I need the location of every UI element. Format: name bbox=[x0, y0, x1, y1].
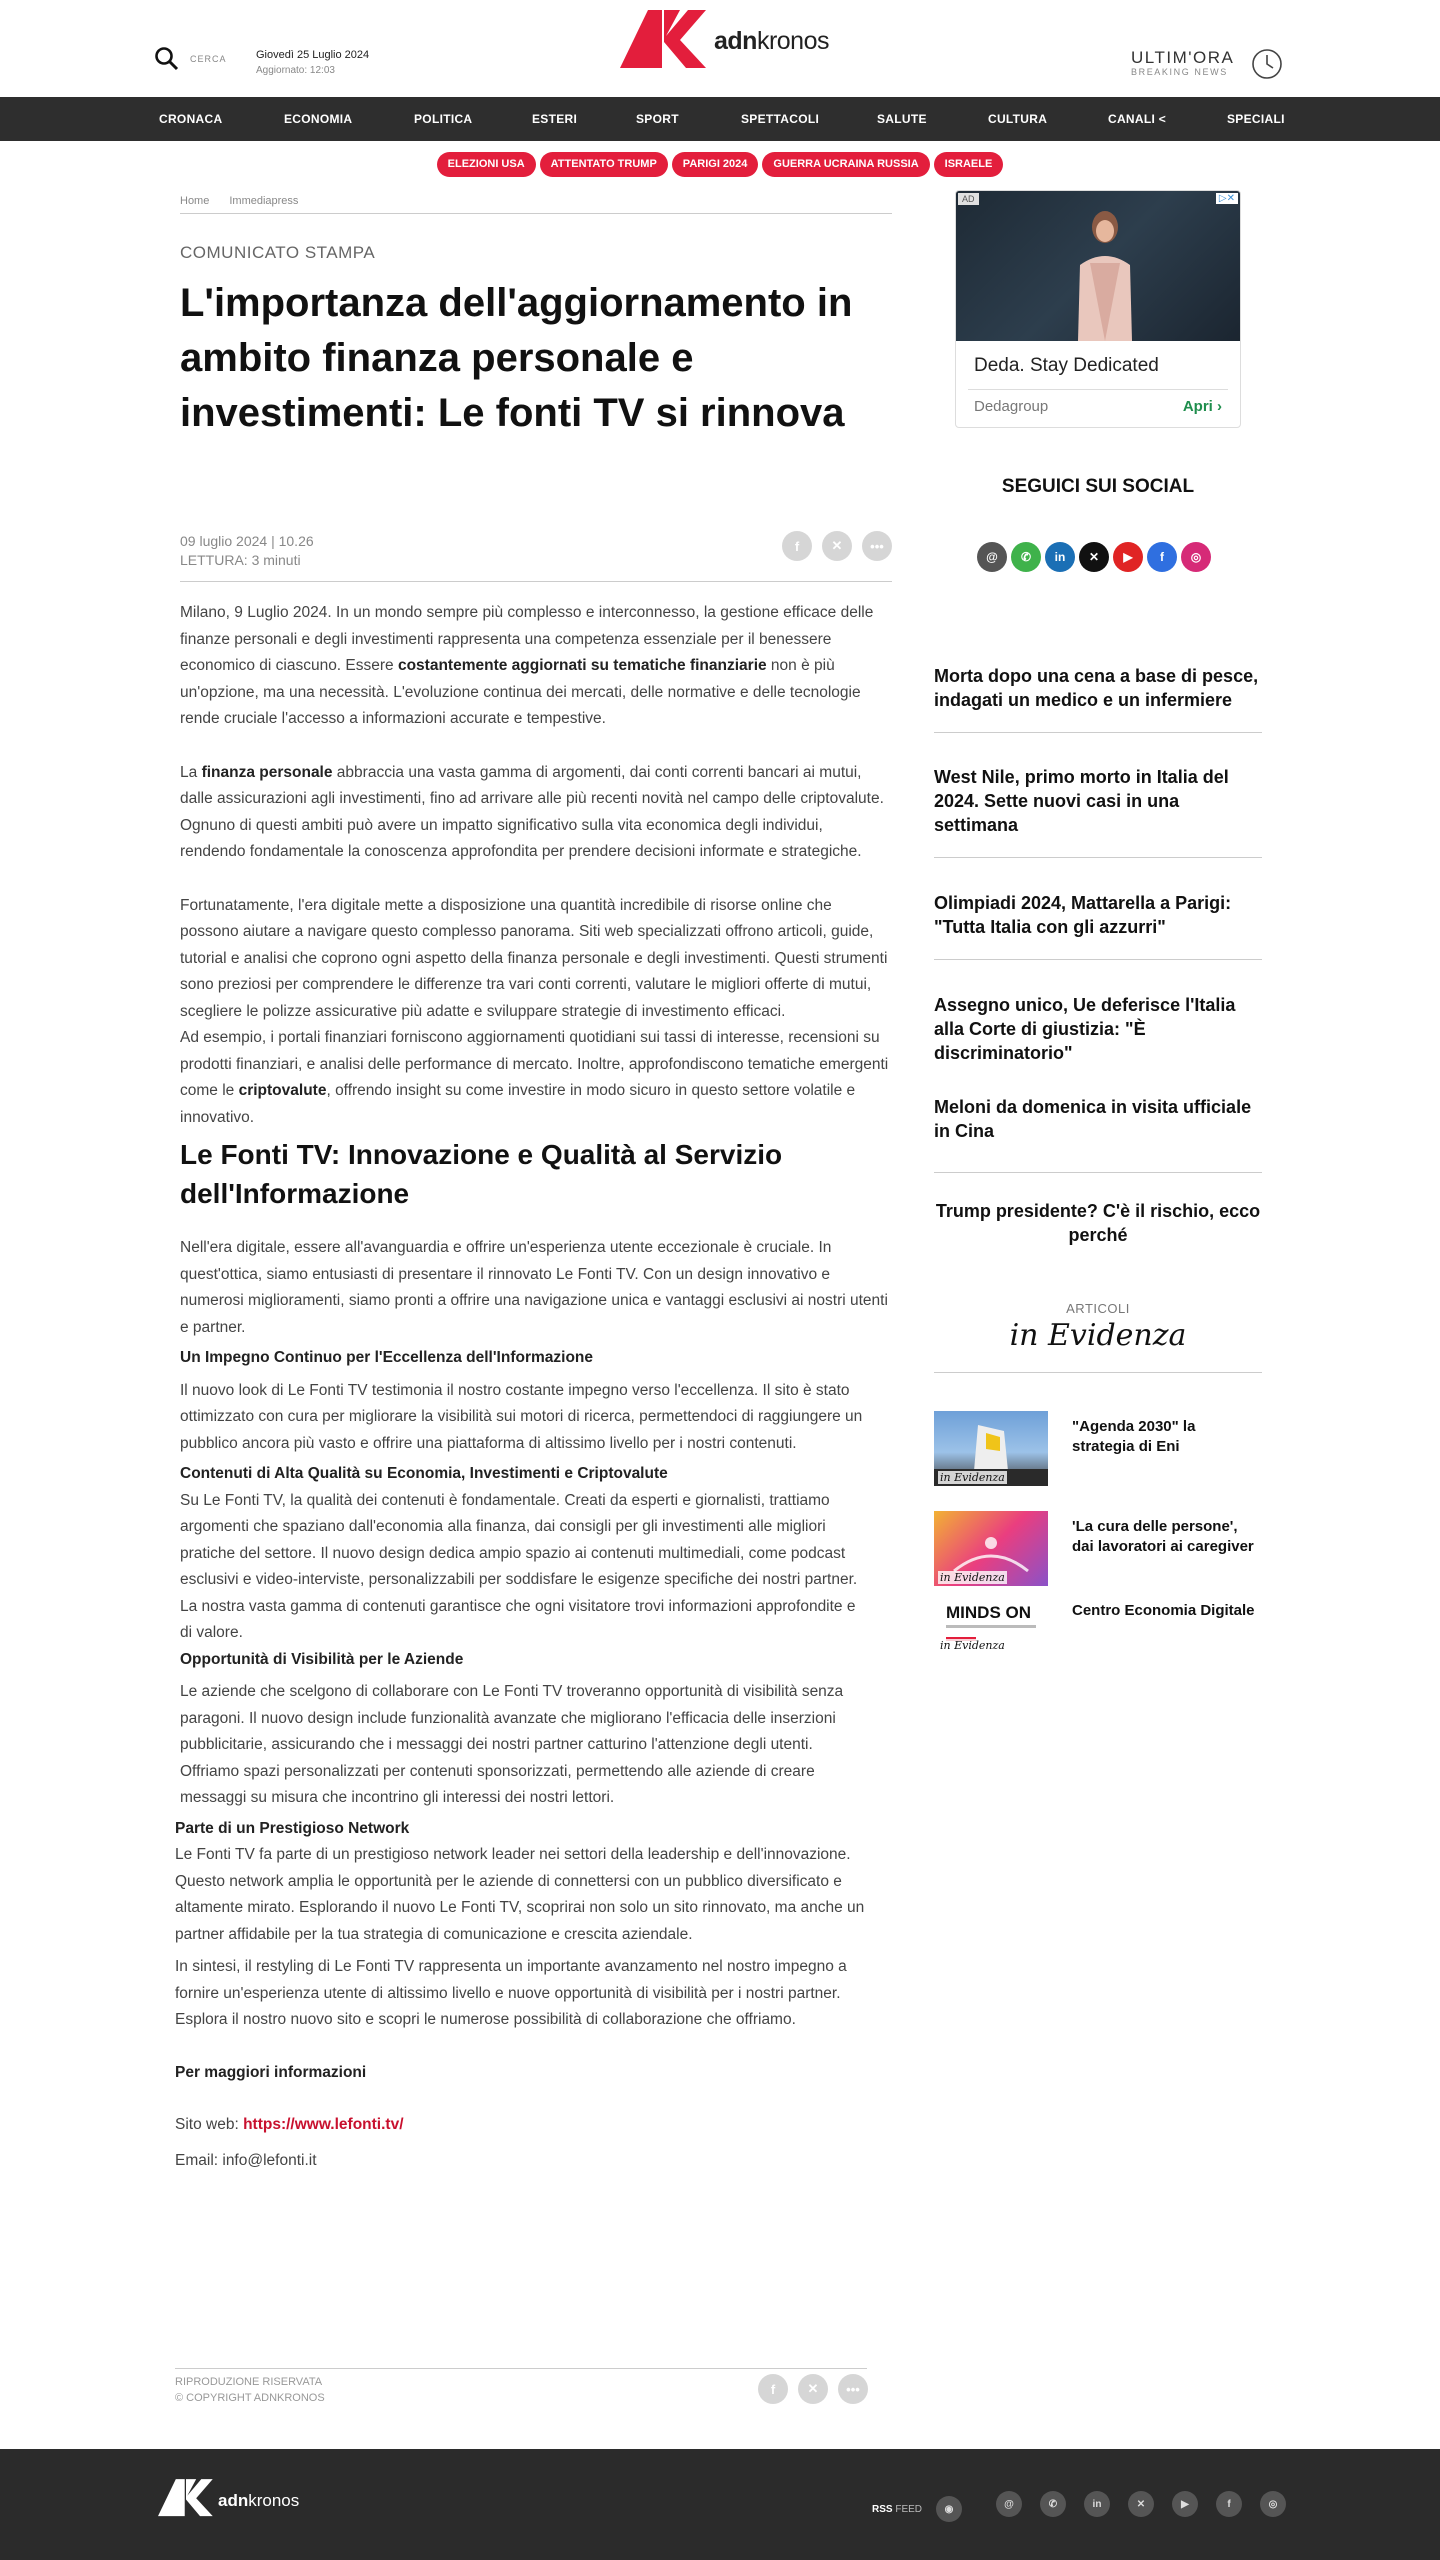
x-icon[interactable]: ✕ bbox=[1128, 2491, 1154, 2517]
evidenza-item-title: Centro Economia Digitale bbox=[1072, 1602, 1255, 1619]
decoration bbox=[946, 1625, 1036, 1628]
social-links bbox=[977, 542, 1211, 572]
evidenza-badge: in Evidenza bbox=[940, 1571, 1005, 1584]
rss-feed-link[interactable] bbox=[872, 2496, 962, 2522]
current-date: Giovedì 25 Luglio 2024 bbox=[256, 49, 370, 61]
article-body bbox=[175, 600, 900, 2174]
subheading: Un Impegno Continuo per l'Eccellenza dell'Informazione bbox=[180, 1349, 593, 1366]
section-heading: Le Fonti TV: Innovazione e Qualità al Servizio dell'Informazione bbox=[180, 1139, 783, 1209]
main-nav bbox=[0, 97, 1440, 141]
more-share-icon[interactable]: ••• bbox=[838, 2374, 868, 2404]
logo-text-bold: adn bbox=[714, 27, 757, 55]
paragraph: Nell'era digitale, essere all'avanguardia e offrire un'esperienza utente eccezionale è cruciale. In quest'ottica, siamo entusiasti di presentare il rinnovato Le Fonti TV. Con un design innovativo e numerosi miglioramenti, siamo pronti a offrire una navigazione unica e vantaggi esclusivi ai nostri utenti e partner. bbox=[180, 1239, 888, 1336]
eni-thumbnail bbox=[934, 1411, 1048, 1486]
tag-guerra-ucraina-russia[interactable]: GUERRA UCRAINA RUSSIA bbox=[762, 152, 929, 177]
ad-source: Dedagroup bbox=[974, 398, 1049, 415]
evidenza-item-title: "Agenda 2030" la strategia di Eni bbox=[1072, 1418, 1196, 1455]
youtube-icon[interactable]: ▶ bbox=[1172, 2491, 1198, 2517]
featured-news-item[interactable]: Trump presidente? C'è il rischio, ecco perché bbox=[935, 1201, 1261, 1245]
news-item[interactable]: Assegno unico, Ue deferisce l'Italia alla Corte di giustizia: "È discriminatorio" bbox=[934, 995, 1236, 1063]
divider bbox=[180, 213, 892, 214]
website-link[interactable]: https://www.lefonti.tv/ bbox=[243, 2116, 404, 2133]
rights-reserved: RIPRODUZIONE RISERVATA bbox=[175, 2376, 323, 2388]
instagram-icon[interactable]: ◎ bbox=[1181, 542, 1211, 572]
more-share-icon[interactable]: ••• bbox=[862, 531, 892, 561]
rss-icon: ◉ bbox=[936, 2496, 962, 2522]
ultim-ora-link[interactable] bbox=[1131, 50, 1234, 80]
clock-icon[interactable] bbox=[1251, 48, 1283, 80]
logo-text-rest: kronos bbox=[248, 2491, 300, 2510]
logo-text bbox=[714, 27, 829, 56]
evidenza-item[interactable] bbox=[934, 1511, 1262, 1586]
caregiver-thumbnail bbox=[934, 1511, 1048, 1586]
adnkronos-logo-icon bbox=[158, 2477, 214, 2517]
threads-icon[interactable]: @ bbox=[996, 2491, 1022, 2517]
website-line bbox=[175, 2112, 900, 2139]
whatsapp-icon[interactable]: ✆ bbox=[1011, 542, 1041, 572]
nav-item-cultura[interactable]: CULTURA bbox=[988, 112, 1048, 126]
linkedin-icon[interactable]: in bbox=[1084, 2491, 1110, 2517]
breadcrumb-home[interactable]: Home bbox=[180, 195, 210, 207]
paragraph: In sintesi, il restyling di Le Fonti TV rappresenta un importante avanzamento nel nostro impegno a fornire un'esperienza utente di altissimo livello e nuove opportunità di visibilità per i nostri partner. Esplora il nostro nuovo sito e scopri le numerose possibilità di collaborazione che offriamo. bbox=[175, 1958, 847, 2028]
footer-logo-text bbox=[218, 2491, 299, 2511]
article-title: L'importanza dell'aggiornamento in ambito finanza personale e investimenti: Le fonti TV si rinnova bbox=[180, 281, 853, 435]
threads-icon[interactable]: @ bbox=[977, 542, 1007, 572]
evidenza-item[interactable] bbox=[934, 1595, 1262, 1670]
evidenza-item[interactable] bbox=[934, 1411, 1262, 1486]
logo-text-bold: adn bbox=[218, 2491, 249, 2510]
ad-footer bbox=[968, 389, 1228, 423]
text: , offrendo insight su come investire in modo sicuro in questo settore volatile e innovativo. bbox=[180, 1082, 856, 1126]
breadcrumb bbox=[180, 195, 298, 207]
paragraph: Fortunatamente, l'era digitale mette a disposizione una quantità incredibile di risorse online che possono aiutare a navigare questo complesso panorama. Siti web specializzati offrono articoli, guide, tutorial e analisi che coprono ogni aspetto della finanza personale e degli investimenti. Questi strumenti sono preziosi per comprendere le differenze tra vari conti correnti, valutare le migliori offerte di mutui, scegliere le polizze assicurative più adatte e sviluppare strategie di investimento efficaci. bbox=[180, 896, 888, 1020]
copyright-notice bbox=[175, 2374, 325, 2406]
evidenza-badge: in Evidenza bbox=[940, 1639, 1005, 1652]
text: Milano, 9 Luglio 2024. In un mondo sempre più complesso e interconnesso, la gestione efficace delle finanze personali e degli investimenti rappresenta una competenza essenziale per il benessere economico di ciascuno. Essere bbox=[180, 604, 874, 674]
footer-social-links bbox=[996, 2491, 1286, 2517]
logo-text-rest: kronos bbox=[756, 27, 829, 55]
paragraph: Su Le Fonti TV, la qualità dei contenuti è fondamentale. Creati da esperti e giornalisti, trattiamo argomenti che spaziano dall'economia alla finanza, dai consigli per gli investimenti alle migliori pratiche del settore. Il nuovo design dedica ampio spazio ai contenuti multimediali, come podcast esclusivi e video-interviste, personalizzabili per soddisfare le esigenze specifiche dei nostri partner. La nostra vasta gamma di contenuti garantisce che ogni visitatore trovi informazioni approfondite e di valore. bbox=[180, 1491, 858, 1641]
search-label: CERCA bbox=[190, 54, 227, 64]
nav-item-sport[interactable]: SPORT bbox=[636, 112, 679, 126]
social-title: SEGUICI SUI SOCIAL bbox=[1001, 476, 1195, 497]
nav-item-spettacoli[interactable]: SPETTACOLI bbox=[741, 112, 820, 126]
hot-topics bbox=[0, 152, 1440, 177]
woman-portrait-image bbox=[1070, 203, 1140, 341]
ultim-ora-title: ULTIM'ORA bbox=[1131, 48, 1235, 67]
ad-open-button[interactable] bbox=[1183, 398, 1222, 415]
divider bbox=[180, 581, 892, 582]
more-info-heading: Per maggiori informazioni bbox=[175, 2063, 367, 2081]
article-date: 09 luglio 2024 | 10.26 bbox=[180, 533, 314, 549]
divider bbox=[934, 959, 1262, 960]
news-item[interactable]: West Nile, primo morto in Italia del 2024. Sette nuovi casi in una settimana bbox=[934, 767, 1229, 835]
linkedin-icon[interactable]: in bbox=[1045, 542, 1075, 572]
minds-on-logo: MINDS ON bbox=[946, 1603, 1031, 1622]
bold-text: costantemente aggiornati su tematiche finanziarie bbox=[397, 657, 767, 674]
news-item[interactable]: Olimpiadi 2024, Mattarella a Parigi: "Tutta Italia con gli azzurri" bbox=[934, 893, 1232, 937]
copyright-text: © COPYRIGHT ADNKRONOS bbox=[175, 2392, 325, 2404]
site-header bbox=[0, 0, 1440, 97]
feed-text: FEED bbox=[895, 2503, 923, 2515]
paragraph bbox=[180, 600, 892, 733]
whatsapp-icon[interactable]: ✆ bbox=[1040, 2491, 1066, 2517]
article-kicker: COMUNICATO STAMPA bbox=[180, 243, 376, 262]
text: Ad esempio, i portali finanziari forniscono aggiornamenti quotidiani sui tassi di interesse, recensioni su prodotti finanziari, e analisi delle performance di mercato. Inoltre, approfondiscono tematiche emergenti come le bbox=[180, 1029, 889, 1099]
subheading: Opportunità di Visibilità per le Aziende bbox=[180, 1650, 464, 1668]
article-meta bbox=[180, 532, 314, 570]
text: abbraccia una vasta gamma di argomenti, dai conti correnti bancari ai mutui, dalle assicurazioni agli investimenti, fino ad arrivare alle più recenti novità nel campo delle criptovalute. Ognuno di questi ambiti può avere un impatto significativo sulla vita economica degli individui, rendendo fondamentale la conoscenza approfondita per prendere decisioni informate e strategiche. bbox=[180, 763, 884, 860]
nav-item-speciali[interactable]: SPECIALI bbox=[1227, 112, 1285, 126]
divider bbox=[175, 2368, 867, 2369]
tag-attentato-trump[interactable]: ATTENTATO TRUMP bbox=[540, 152, 668, 177]
website-label: Sito web: bbox=[175, 2116, 244, 2133]
search-button[interactable] bbox=[154, 46, 227, 72]
ad-label: AD bbox=[958, 193, 979, 205]
paragraph bbox=[180, 1025, 892, 1131]
news-item[interactable]: Meloni da domenica in visita ufficiale in Cina bbox=[934, 1097, 1252, 1141]
subheading: Contenuti di Alta Qualità su Economia, Investimenti e Criptovalute bbox=[180, 1465, 668, 1482]
nav-item-economia[interactable]: ECONOMIA bbox=[284, 112, 353, 126]
evidenza-kicker: ARTICOLI bbox=[1066, 1301, 1130, 1316]
bold-text: criptovalute bbox=[238, 1082, 327, 1099]
nav-item-salute[interactable]: SALUTE bbox=[877, 112, 927, 126]
paragraph: Le aziende che scelgono di collaborare con Le Fonti TV troveranno opportunità di visibilità senza paragoni. Il nuovo design include funzionalità avanzate che migliorano l'efficacia delle inserzioni pubblicitarie, assicurando che i messaggi dei nostri partner catturino l'attenzione degli utenti. Offriamo spazi personalizzati per contenuti sponsorizzati, permettendo alle aziende di creare messaggi su misura che incontrino gli interessi dei nostri lettori. bbox=[180, 1683, 844, 1806]
minds-on-thumbnail bbox=[934, 1595, 1048, 1670]
nav-item-canali[interactable]: CANALI < bbox=[1108, 112, 1167, 126]
divider bbox=[934, 857, 1262, 858]
rss-text: RSS bbox=[872, 2503, 893, 2515]
footer-logo[interactable] bbox=[158, 2477, 299, 2517]
updated-time: Aggiornato: 12:03 bbox=[256, 65, 335, 76]
paragraph: Le Fonti TV fa parte di un prestigioso network leader nei settori della leadership e dell'innovazione. Questo network amplia le opportunità per le aziende di connettersi con un pubblico diversificato e altamente mirato. Esplorando il nuovo Le Fonti TV, scoprirai non solo un sito rinnovato, ma anche un partner affidabile per la tua strategia di comunicazione e crescita aziendale. bbox=[175, 1846, 865, 1943]
rss-label bbox=[872, 2504, 922, 2515]
ad-open-label: Apri bbox=[1182, 398, 1213, 415]
subheading: Parte di un Prestigioso Network bbox=[175, 1819, 410, 1837]
share-bar-bottom bbox=[758, 2374, 868, 2404]
evidenza-badge: in Evidenza bbox=[940, 1471, 1005, 1484]
x-icon[interactable]: ✕ bbox=[1079, 542, 1109, 572]
text: La bbox=[180, 763, 202, 781]
bold-text: finanza personale bbox=[201, 763, 333, 781]
paragraph: Il nuovo look di Le Fonti TV testimonia il nostro costante impegno verso l'eccellenza. Il sito è stato ottimizzato con cura per migliorare la visibilità sui motori di ricerca, permettendoci di raggiungere un pubblico ancora più vasto e offrire una piattaforma di altissimo livello per i nostri contenuti. bbox=[180, 1381, 863, 1452]
ad-headline: Deda. Stay Dedicated bbox=[974, 355, 1159, 376]
adnkronos-logo-icon bbox=[620, 8, 708, 68]
tag-elezioni-usa[interactable]: ELEZIONI USA bbox=[437, 152, 536, 177]
facebook-share-icon[interactable]: f bbox=[782, 531, 812, 561]
news-item[interactable]: Morta dopo una cena a base di pesce, indagati un medico e un infermiere bbox=[934, 666, 1259, 710]
evidenza-title: in Evidenza bbox=[1009, 1318, 1187, 1353]
divider bbox=[934, 1372, 1262, 1373]
youtube-icon[interactable]: ▶ bbox=[1113, 542, 1143, 572]
x-share-icon[interactable]: ✕ bbox=[822, 531, 852, 561]
x-share-icon[interactable]: ✕ bbox=[798, 2374, 828, 2404]
facebook-icon[interactable]: f bbox=[1216, 2491, 1242, 2517]
nav-item-esteri[interactable]: ESTERI bbox=[532, 112, 578, 126]
facebook-icon[interactable]: f bbox=[1147, 542, 1177, 572]
nav-item-cronaca[interactable]: CRONACA bbox=[159, 112, 223, 126]
text: non è più un'opzione, ma una necessità. L'evoluzione continua dei mercati, delle normative e delle tecnologie rende cruciale l'accesso a informazioni accurate e tempestive. bbox=[180, 657, 861, 727]
nav-item-politica[interactable]: POLITICA bbox=[414, 112, 473, 126]
breaking-news-label: BREAKING NEWS bbox=[1131, 67, 1228, 77]
evidenza-item-title: 'La cura delle persone', dai lavoratori ai caregiver bbox=[1072, 1518, 1254, 1555]
breadcrumb-immediapress[interactable]: Immediapress bbox=[229, 195, 299, 207]
facebook-share-icon[interactable]: f bbox=[758, 2374, 788, 2404]
reading-time: LETTURA: 3 minuti bbox=[180, 552, 301, 568]
date-block bbox=[256, 48, 369, 78]
ad-choices-icon[interactable]: ▷✕ bbox=[1216, 193, 1238, 204]
tag-israele[interactable]: ISRAELE bbox=[934, 152, 1004, 177]
email-line: Email: info@lefonti.it bbox=[175, 2151, 317, 2169]
chevron-right-icon: › bbox=[1217, 398, 1222, 415]
search-icon bbox=[154, 46, 180, 72]
share-bar-top bbox=[782, 531, 892, 561]
advertisement[interactable] bbox=[955, 190, 1241, 428]
site-footer bbox=[0, 2449, 1440, 2560]
ad-image bbox=[956, 191, 1240, 341]
instagram-icon[interactable]: ◎ bbox=[1260, 2491, 1286, 2517]
site-logo[interactable] bbox=[620, 8, 829, 68]
paragraph bbox=[180, 760, 892, 866]
divider bbox=[934, 1172, 1262, 1173]
divider bbox=[934, 732, 1262, 733]
tag-parigi-2024[interactable]: PARIGI 2024 bbox=[672, 152, 759, 177]
